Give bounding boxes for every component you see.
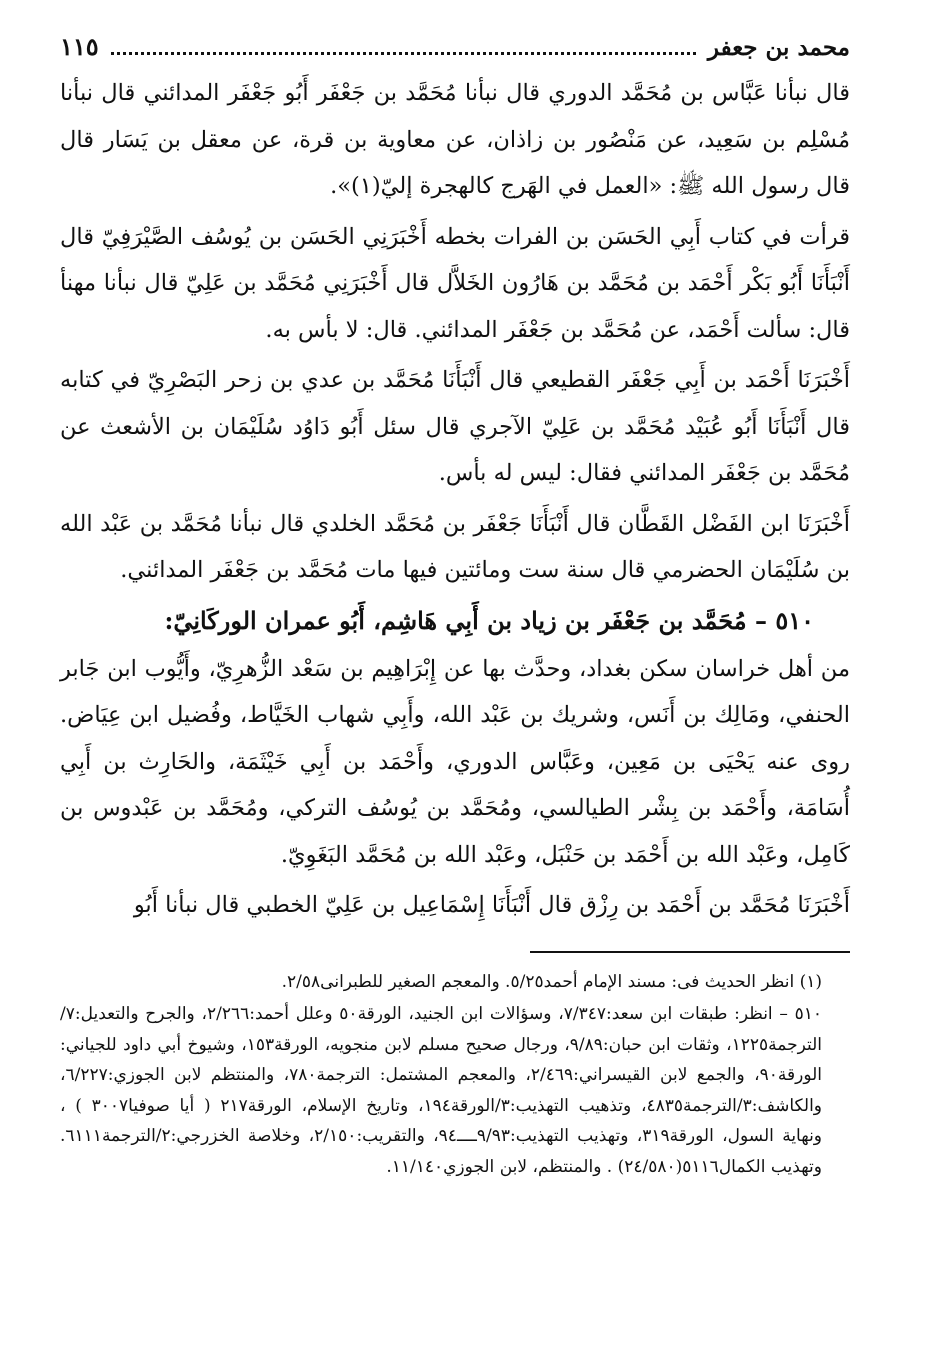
paragraph: قال نبأنا عَبَّاس بن مُحَمَّد الدوري قال نبأنا مُحَمَّد بن جَعْفَر أَبُو جَعْفَر المدائني قال نبأنا مُسْلِم بن سَعِيد، عن مَنْصُور بن زاذان، عن معاوية بن قرة، عن معقل بن يَسَار قال قال رسول الله ﷺ: «العمل في الهَرج كالهجرة إليّ(١)». — [60, 80, 850, 199]
page-number: ١١٥ — [60, 32, 99, 61]
header-title: محمد بن جعفر — [707, 34, 850, 61]
footnotes — [60, 967, 822, 1183]
main-text — [60, 70, 850, 929]
footnote-divider — [530, 951, 850, 953]
header-dotted-leader — [111, 52, 696, 55]
running-header — [60, 30, 850, 70]
paragraph: أَخْبَرَنَا أَحْمَد بن أَبِي جَعْفَر القطيعي قال أَنْبَأَنَا مُحَمَّد بن عدي بن زحر البَصْرِيّ في كتابه قال أَنْبَأَنَا أَبُو عُبَيْد مُحَمَّد بن عَلِيّ الآجري قال سئل أَبُو دَاوُد سُلَيْمَان بن الأشعث عن مُحَمَّد بن جَعْفَر المدائني فقال: ليس له بأس. — [60, 367, 850, 486]
entry-paragraph: من أهل خراسان سكن بغداد، وحدَّث بها عن إِبْرَاهِيم بن سَعْد الزُّهرِيّ، وأَيُّوب ابن جَابر الحنفي، ومَالِك بن أَنَس، وشريك بن عَبْد الله، وأَبِي شهاب الخَيَّاط، وفُضيل ابن عِيَاض. روى عنه يَحْيَى بن مَعِين، وعَبَّاس الدوري، وأَحْمَد بن أَبِي خَيْثَمَة، والحَارِث بن أَبِي أُسَامَة، وأَحْمَد بن بِشْر الطيالسي، ومُحَمَّد بن يُوسُف التركي، ومُحَمَّد بن عَبْدوس بن كَامِل، وعَبْد الله بن أَحْمَد بن حَنْبَل، وعَبْد الله بن مُحَمَّد البَغَوِيّ. — [60, 655, 850, 868]
entry-heading: ٥١٠ – مُحَمَّد بن جَعْفَر بن زياد بن أَبِي هَاشِم، أَبُو عمران الوركَانِيّ: — [164, 605, 814, 635]
paragraph: أَخْبَرَنَا ابن الفَضْل القَطَّان قال أَنْبَأَنَا جَعْفَر بن مُحَمَّد الخلدي قال نبأنا مُحَمَّد بن عَبْد الله بن سُلَيْمَان الحضرمي قال سنة ست ومائتين فيها مات مُحَمَّد بن جَعْفَر المدائني. — [60, 510, 850, 583]
entry-paragraph: أَخْبَرَنَا مُحَمَّد بن أَحْمَد بن رِزْق قال أَنْبَأَنَا إِسْمَاعِيل بن عَلِيّ الخطبي قال نبأنا أَبُو — [133, 892, 850, 918]
book-page — [60, 30, 850, 1184]
footnote: (١) انظر الحديث فى: مسند الإمام أحمد٥/٢٥. والمعجم الصغير للطبرانى٢/٥٨. — [281, 971, 822, 992]
footnote: ٥١٠ – انظر: طبقات ابن سعد:٧/٣٤٧، وسؤالات ابن الجنيد، الورقة٥٠ وعلل أحمد:٢/٢٦٦، والجرح والتعديل:٧/الترجمة١٢٢٥، وثقات ابن حبان:٩/٨٩، ورجال صحيح مسلم لابن منجويه، الورقة١٥٣، وشيوخ أبي داود للجياني: الورقة٩٠، والجمع لابن القيسراني:٢/٤٦٩، والمعجم المشتمل: الترجمة٧٨٠، والمنتظم لابن الجوزي:٦/٢٢٧، والكاشف:٣/الترجمة٤٨٣٥، وتذهيب التهذيب:٣/الورقة١٩٤، وتاريخ الإسلام، الورقة٢١٧ ( أيا صوفيا٣٠٠٧ ) ، ونهاية السول، الورقة٣١٩، وتهذيب التهذيب:٩/٩٣ــــ٩٤، والتقريب:٢/١٥٠، وخلاصة الخزرجي:٢/الترجمة٦١١١. وتهذيب الكمال٥١١٦(٢٤/٥٨٠) . والمنتظم، لابن الجوزي١١/١٤٠. — [60, 1004, 823, 1177]
paragraph: قرأت في كتاب أَبِي الحَسَن بن الفرات بخطه أَخْبَرَنِي الحَسَن بن يُوسُف الصَّيْرَفِيّ قال أَنْبَأَنَا أَبُو بَكْر أَحْمَد بن مُحَمَّد بن هَارُون الخَلاَّل قال أَخْبَرَنِي مُحَمَّد بن عَلِيّ قال نبأنا مهنأ قال: سألت أَحْمَد، عن مُحَمَّد بن جَعْفَر المدائني. قال: لا بأس به. — [60, 223, 850, 343]
